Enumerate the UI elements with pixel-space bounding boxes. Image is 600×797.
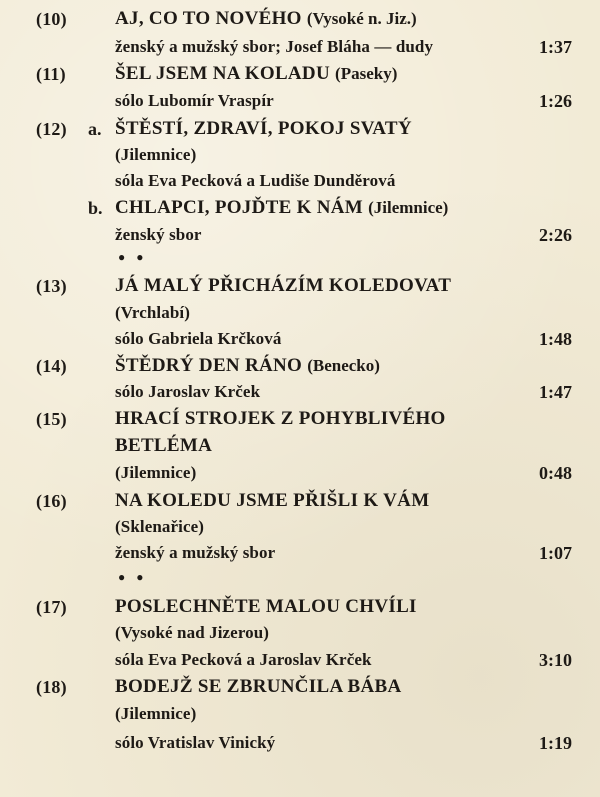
track-location: (Jilemnice) bbox=[115, 145, 197, 164]
track-title: JÁ MALÝ PŘICHÁZÍM KOLEDOVAT bbox=[115, 275, 452, 296]
track-12a-detail-row bbox=[0, 167, 600, 195]
track-duration: 1:19 bbox=[539, 733, 572, 753]
track-duration: 1:48 bbox=[539, 329, 572, 349]
track-title-text: ŠTĚDRÝ DEN RÁNO bbox=[115, 355, 303, 376]
track-title bbox=[115, 194, 448, 222]
track-duration: 0:48 bbox=[539, 463, 572, 483]
track-number: (10) bbox=[36, 9, 67, 29]
separator-dots bbox=[0, 563, 600, 591]
track-17-location-row bbox=[0, 619, 600, 647]
track-13-title-row bbox=[0, 272, 600, 300]
track-location: (Vrchlabí) bbox=[115, 303, 190, 322]
separator-dots-text: ● ● bbox=[118, 250, 148, 264]
track-performers: sólo Lubomír Vraspír bbox=[115, 91, 274, 110]
track-11-title-row bbox=[0, 60, 600, 88]
track-18-detail-row bbox=[0, 729, 600, 757]
track-location: (Vysoké nad Jizerou) bbox=[115, 623, 270, 642]
track-number: (13) bbox=[36, 276, 67, 296]
track-number: (18) bbox=[36, 677, 67, 697]
track-part-letter: b. bbox=[88, 198, 103, 218]
track-duration: 1:26 bbox=[539, 91, 572, 111]
track-duration: 1:37 bbox=[539, 37, 572, 57]
track-performers: sólo Gabriela Krčková bbox=[115, 329, 282, 348]
track-duration: 2:26 bbox=[539, 225, 572, 245]
track-title: POSLECHNĚTE MALOU CHVÍLI bbox=[115, 596, 417, 617]
track-performers: sóla Eva Pecková a Ludiše Dunděrová bbox=[115, 171, 396, 190]
track-17-title-row bbox=[0, 593, 600, 621]
track-number: (14) bbox=[36, 356, 67, 376]
track-11-detail-row bbox=[0, 87, 600, 115]
track-performers: ženský sbor bbox=[115, 225, 202, 244]
track-number: (17) bbox=[36, 597, 67, 617]
track-location: (Jilemnice) bbox=[368, 198, 449, 217]
track-13-location-row bbox=[0, 299, 600, 327]
track-title-text: AJ, CO TO NOVÉHO bbox=[115, 8, 302, 29]
track-13-detail-row bbox=[0, 325, 600, 353]
track-title-text: ŠEL JSEM NA KOLADU bbox=[115, 63, 330, 84]
track-title bbox=[115, 60, 397, 88]
track-title: BODEJŽ SE ZBRUNČILA BÁBA bbox=[115, 676, 402, 697]
track-title bbox=[115, 352, 380, 380]
track-12a-title-row bbox=[0, 115, 600, 143]
track-location: (Jilemnice) bbox=[115, 463, 197, 482]
track-part-letter: a. bbox=[88, 119, 102, 139]
track-12b-title-row bbox=[0, 194, 600, 222]
track-16-title-row bbox=[0, 487, 600, 515]
track-performers: ženský a mužský sbor; Josef Bláha — dudy bbox=[115, 37, 434, 56]
track-title bbox=[115, 5, 417, 33]
track-duration: 3:10 bbox=[539, 650, 572, 670]
track-performers: ženský a mužský sbor bbox=[115, 543, 276, 562]
track-17-detail-row bbox=[0, 646, 600, 674]
track-18-location-row bbox=[0, 700, 600, 728]
track-18-title-row bbox=[0, 673, 600, 701]
separator-dots-text: ● ● bbox=[118, 570, 148, 584]
track-10-detail-row bbox=[0, 33, 600, 61]
track-number: (15) bbox=[36, 409, 67, 429]
track-15-title-row2 bbox=[0, 432, 600, 460]
track-title-text: CHLAPCI, POJĎTE K NÁM bbox=[115, 197, 364, 218]
track-title: ŠTĚSTÍ, ZDRAVÍ, POKOJ SVATÝ bbox=[115, 118, 412, 139]
track-location: (Paseky) bbox=[335, 64, 398, 83]
track-location: (Sklenařice) bbox=[115, 517, 205, 536]
track-title-line1: HRACÍ STROJEK Z POHYBLIVÉHO bbox=[115, 408, 446, 429]
separator-dots bbox=[0, 243, 600, 271]
track-14-detail-row bbox=[0, 378, 600, 406]
track-14-title-row bbox=[0, 352, 600, 380]
track-location: (Vysoké n. Jiz.) bbox=[306, 9, 417, 28]
track-16-location-row bbox=[0, 513, 600, 541]
track-performers: sólo Vratislav Vinický bbox=[115, 733, 276, 752]
track-performers: sóla Eva Pecková a Jaroslav Krček bbox=[115, 650, 372, 669]
track-12a-location-row bbox=[0, 141, 600, 169]
track-number: (16) bbox=[36, 491, 67, 511]
track-title-line2: BETLÉMA bbox=[115, 435, 213, 456]
track-performers: sólo Jaroslav Krček bbox=[115, 382, 261, 401]
track-duration: 1:07 bbox=[539, 543, 572, 563]
track-15-title-row bbox=[0, 405, 600, 433]
track-title: NA KOLEDU JSME PŘIŠLI K VÁM bbox=[115, 490, 430, 511]
track-15-detail-row bbox=[0, 459, 600, 487]
track-10-title-row bbox=[0, 5, 600, 33]
track-number: (11) bbox=[36, 64, 66, 84]
track-duration: 1:47 bbox=[539, 382, 572, 402]
track-location: (Jilemnice) bbox=[115, 704, 197, 723]
track-location: (Benecko) bbox=[307, 356, 380, 375]
track-number: (12) bbox=[36, 119, 67, 139]
